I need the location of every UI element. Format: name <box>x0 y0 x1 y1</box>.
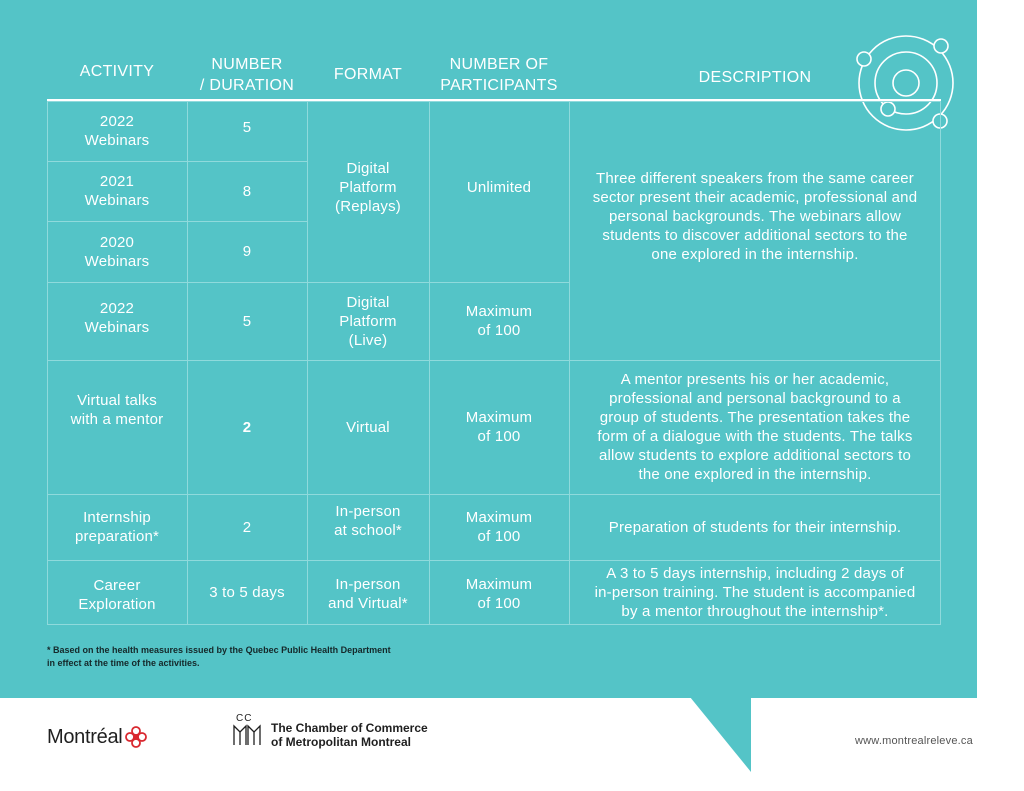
row5-number: 2 <box>242 418 252 436</box>
row7-format: In-person and Virtual* <box>328 576 408 612</box>
row5-activity: Virtual talks with a mentor <box>70 392 164 428</box>
ccmm-name[interactable]: The Chamber of Commerce of Metropolitan Montreal <box>271 721 428 749</box>
row1-activity: 2022 Webinars <box>84 113 150 149</box>
row4-number: 5 <box>242 312 252 330</box>
row5-participants: Maximum of 100 <box>465 409 533 445</box>
row6-activity: Internship preparation* <box>74 509 160 545</box>
participants-unlimited: Unlimited <box>466 179 532 196</box>
row4-participants: Maximum of 100 <box>465 303 533 339</box>
header-description: DESCRIPTION <box>698 69 812 86</box>
row4-format: Digital Platform (Live) <box>339 293 397 349</box>
row7-participants: Maximum of 100 <box>465 576 533 612</box>
row7-activity: Career Exploration <box>78 577 156 613</box>
row2-number: 8 <box>242 182 252 200</box>
row3-number: 9 <box>242 243 252 260</box>
header-participants: NUMBER OF PARTICIPANTS <box>440 56 558 94</box>
row6-participants: Maximum of 100 <box>465 509 533 545</box>
row5-format: Virtual <box>346 418 390 436</box>
ccmm-columns-icon <box>233 712 267 748</box>
website-link[interactable]: www.montrealreleve.ca <box>855 735 973 747</box>
row1-number: 5 <box>242 118 252 136</box>
row6-number: 2 <box>242 518 252 536</box>
row5-description: A mentor presents his or her academic, professional and personal background to a group of students. The presentation takes the form of a dialogue with the students. The talks allow students to explore additional sectors to the one explored in the internship. <box>597 371 913 483</box>
footnote: * Based on the health measures issued by the Quebec Public Health Department in effect at the time of the activities. <box>47 645 391 668</box>
montreal-flower-icon <box>124 725 148 749</box>
row3-activity: 2020 Webinars <box>84 233 150 270</box>
webinars-description: Three different speakers from the same career sector present their academic, professional and personal backgrounds. The webinars allow students to discover additional sectors to the one explored in the internship. <box>592 170 918 263</box>
header-activity: ACTIVITY <box>79 63 155 80</box>
header-format: FORMAT <box>333 66 403 83</box>
row7-number: 3 to 5 days <box>209 583 285 601</box>
svg-text:CC: CC <box>236 713 253 724</box>
row7-description: A 3 to 5 days internship, including 2 days of in-person training. The student is accompanied by a mentor throughout the internship*. <box>594 564 916 620</box>
montreal-logo-text: Montréal <box>47 725 123 748</box>
format-replays: Digital Platform (Replays) <box>335 160 401 215</box>
row2-activity: 2021 Webinars <box>84 173 150 209</box>
montreal-logo[interactable] <box>47 724 148 750</box>
row6-description: Preparation of students for their internship. <box>608 518 902 536</box>
row6-format: In-person at school* <box>334 503 402 539</box>
row4-activity: 2022 Webinars <box>84 300 150 336</box>
header-number-duration: NUMBER / DURATION <box>199 56 295 94</box>
